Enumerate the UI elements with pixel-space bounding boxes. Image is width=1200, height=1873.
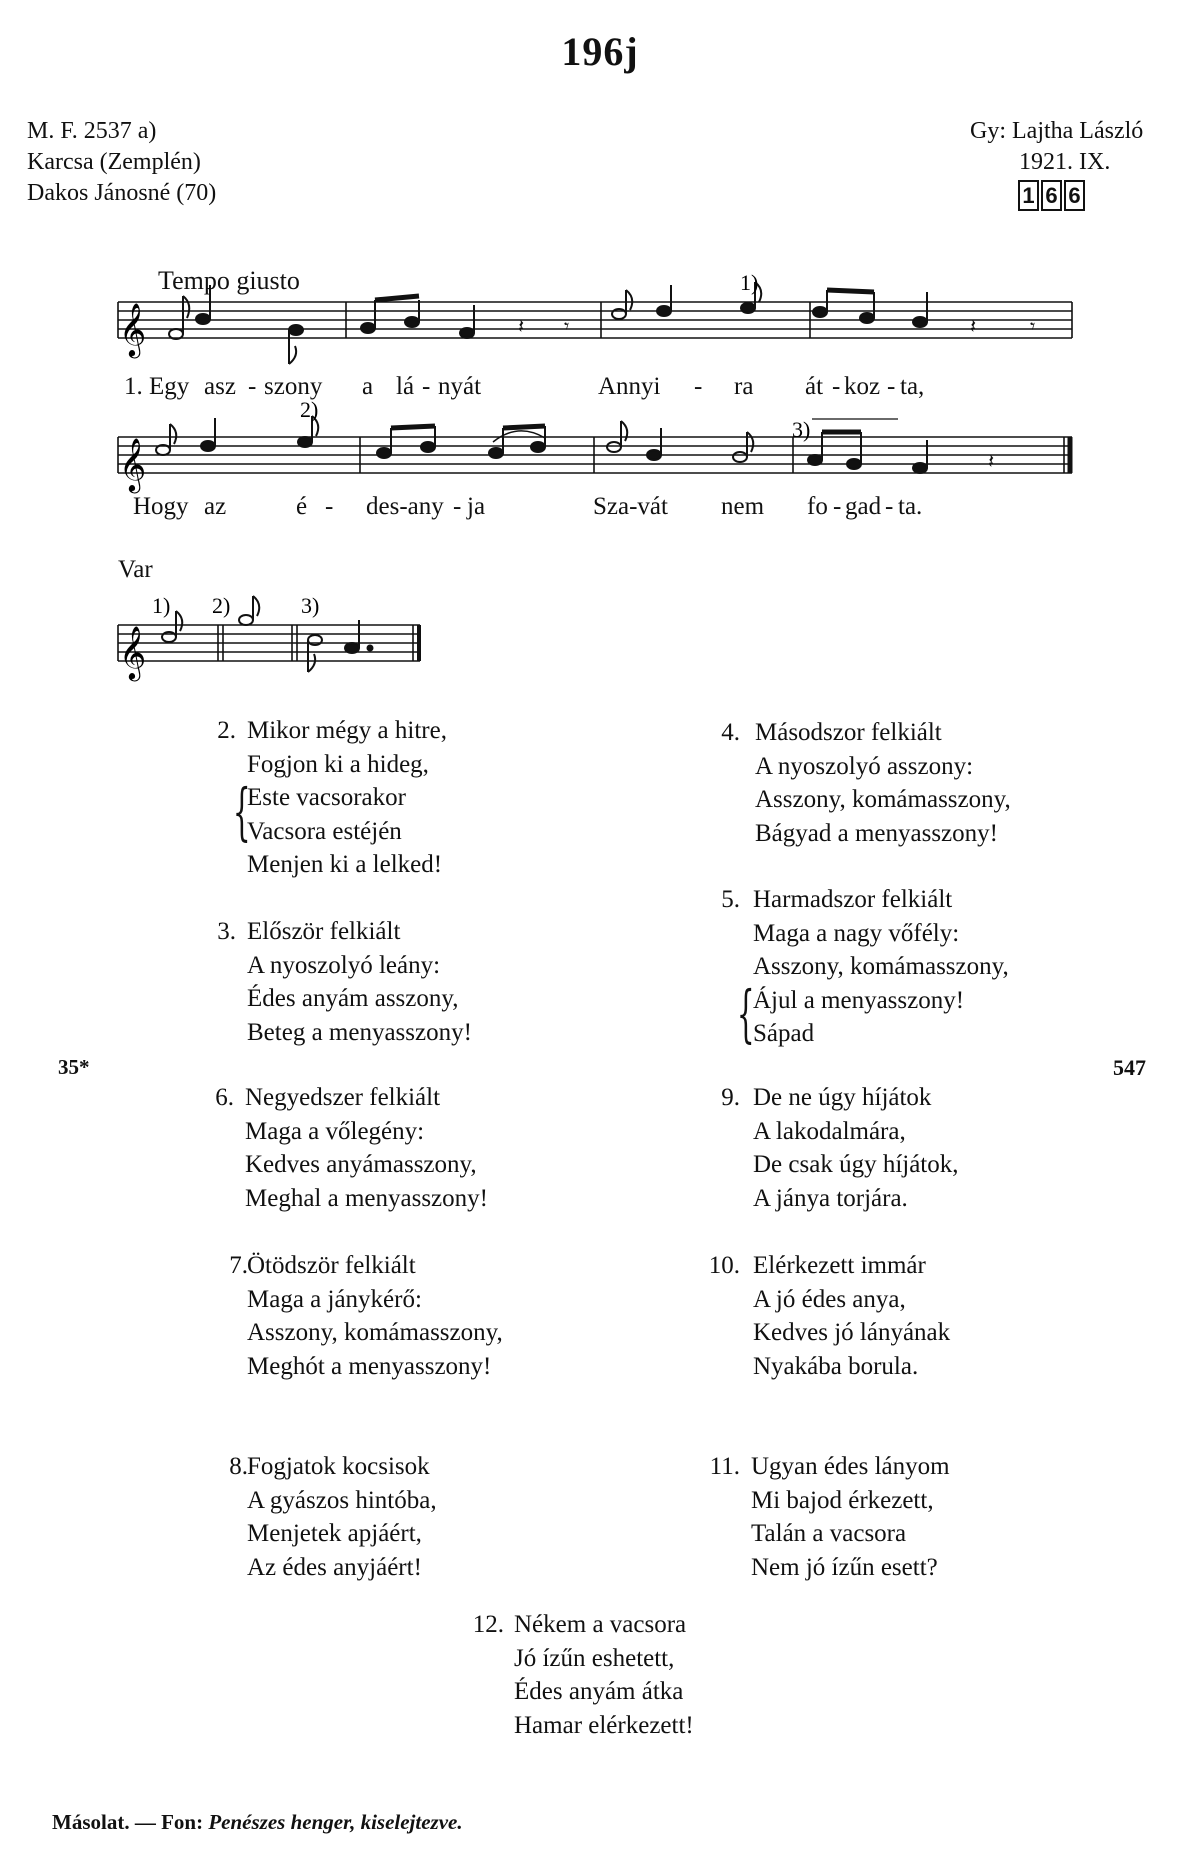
catalogue-box: 6 — [1064, 180, 1085, 211]
stanza-line: Először felkiált — [247, 918, 401, 945]
stanza-line: Maga a vőlegény: — [245, 1117, 425, 1145]
syllable: é — [296, 493, 308, 520]
stanza-line: Meghót a menyasszony! — [247, 1352, 492, 1380]
syllable: - — [887, 373, 896, 400]
stanza-line: Elérkezett immár — [753, 1252, 926, 1279]
stanza-line: Édes anyám átka — [514, 1678, 684, 1705]
syllable: lá — [396, 373, 415, 400]
brace-icon: { — [736, 977, 755, 1050]
page-title: 196j — [561, 29, 639, 74]
syllable: a — [362, 373, 374, 400]
var-mark-1: 1) — [152, 593, 171, 618]
stanza-number: 3. — [217, 918, 236, 945]
stanza-line: Hamar elérkezett! — [514, 1711, 694, 1739]
syllable: - — [453, 493, 462, 520]
stanza-number: 6. — [215, 1084, 234, 1111]
stanza-number: 10. — [708, 1252, 740, 1279]
syllable: - — [833, 493, 842, 520]
syllable: asz — [204, 373, 236, 400]
syllable: szony — [264, 373, 323, 400]
fon-label: Fon: — [161, 1810, 204, 1834]
syllable: át — [805, 373, 824, 400]
staff-line-1 — [118, 302, 1072, 338]
mark-1: 1) — [740, 270, 759, 295]
syllable: - — [885, 493, 894, 520]
stanza-line: Kedves anyámasszony, — [245, 1151, 477, 1178]
syllable: - — [422, 373, 431, 400]
brace-icon: { — [232, 775, 251, 848]
page-number-right: 547 — [1113, 1055, 1146, 1080]
syllable: Sza-vát — [593, 493, 668, 520]
stanza-line: Bágyad a menyasszony! — [755, 819, 998, 847]
music-score — [0, 0, 1200, 720]
syllable: ra — [734, 373, 754, 400]
stanza-line: A nyoszolyó asszony: — [755, 752, 974, 780]
svg-text:𝄽: 𝄽 — [988, 451, 995, 473]
stanza-line: A lakodalmára, — [753, 1117, 906, 1145]
stanza-line: A jánya torjára. — [753, 1184, 908, 1212]
stanza-number: 2. — [217, 717, 236, 744]
syllable: koz — [844, 373, 881, 400]
var-mark-3: 3) — [301, 593, 320, 618]
stanza-number: 5. — [721, 886, 740, 913]
stanza-line: A gyászos hintóba, — [247, 1486, 437, 1514]
footer-note — [52, 1810, 463, 1835]
syllable: ta, — [900, 373, 925, 400]
svg-text:𝄽: 𝄽 — [518, 316, 525, 338]
stanza-number: 4. — [721, 719, 740, 746]
notes-line-1 — [169, 282, 1035, 364]
fon-text: Penészes henger, kiselejtezve. — [208, 1810, 463, 1834]
stanza-line: Másodszor felkiált — [755, 719, 942, 746]
syllable: - — [325, 493, 334, 520]
stanza-line: Talán a vacsora — [751, 1520, 907, 1547]
collection-date: 1921. IX. — [1019, 149, 1111, 175]
stanza-line: Este vacsorakor — [247, 784, 406, 811]
copy-label: Másolat. — [52, 1810, 130, 1834]
svg-text:𝄾: 𝄾 — [564, 316, 570, 338]
stanza-number: 9. — [721, 1084, 740, 1111]
stanza-line: Asszony, komámasszony, — [753, 953, 1009, 980]
treble-clef-icon: 𝄞 — [119, 439, 147, 490]
location: Karcsa (Zemplén) — [27, 149, 201, 175]
stanza-line: Jó ízűn eshetett, — [514, 1644, 675, 1672]
stanza-number: 8. — [229, 1453, 248, 1480]
stanza-line: Vacsora estéjén — [247, 817, 402, 845]
catalogue-box: 1 — [1018, 180, 1039, 211]
stanza-line: Asszony, komámasszony, — [755, 786, 1011, 813]
syllable: gad — [845, 493, 882, 520]
syllable: 1. Egy — [124, 373, 190, 400]
stanza-line: Negyedszer felkiált — [245, 1084, 441, 1111]
stanza-line: Beteg a menyasszony! — [247, 1018, 472, 1046]
stanza-line: De csak úgy híjátok, — [753, 1151, 959, 1178]
svg-text:𝄽: 𝄽 — [970, 316, 977, 338]
archive-number: M. F. 2537 a) — [27, 118, 157, 144]
treble-clef-icon: 𝄞 — [119, 304, 147, 355]
syllable: ta. — [898, 493, 923, 520]
stanza-line: Mi bajod érkezett, — [751, 1486, 934, 1514]
syllable: az — [204, 493, 227, 520]
footer-dash: — — [134, 1810, 156, 1834]
stanza-number: 12. — [472, 1611, 504, 1638]
stanza-line: Asszony, komámasszony, — [247, 1319, 503, 1346]
stanza-line: Nem jó ízűn esett? — [751, 1553, 938, 1581]
mark-3: 3) — [792, 417, 811, 442]
stanza-line: Ötödször felkiált — [247, 1252, 416, 1279]
stanza-line: Mikor mégy a hitre, — [247, 717, 447, 744]
stanza-line: Harmadszor felkiált — [753, 886, 953, 913]
syllable: des-any — [366, 493, 444, 520]
syllable: nyát — [438, 373, 482, 400]
stanza-line: Meghal a menyasszony! — [245, 1184, 488, 1212]
stanza-line: Menjetek apjáért, — [247, 1520, 422, 1547]
syllable: - — [694, 373, 703, 400]
syllable: nem — [721, 493, 765, 520]
stanza-line: Fogjatok kocsisok — [247, 1453, 430, 1480]
syllable: ja — [467, 493, 486, 520]
stanza-line: De ne úgy híjátok — [753, 1084, 932, 1111]
treble-clef-icon: 𝄞 — [119, 627, 147, 678]
stanza-line: A nyoszolyó leány: — [247, 951, 441, 979]
stanza-line: Ugyan édes lányom — [751, 1453, 950, 1480]
syllable: - — [248, 373, 257, 400]
catalogue-box: 6 — [1041, 180, 1062, 211]
stanza-line: Maga a jánykérő: — [247, 1285, 422, 1313]
stanza-line: Menjen ki a lelked! — [247, 851, 443, 878]
staff-variant — [118, 625, 420, 661]
stanza-number: 7. — [229, 1252, 248, 1279]
stanza-line: Fogjon ki a hideg, — [247, 750, 429, 778]
stanza-line: A jó édes anya, — [753, 1285, 906, 1313]
svg-text:𝄾: 𝄾 — [1030, 316, 1036, 338]
stanza-number: 11. — [709, 1453, 740, 1480]
syllable: Hogy — [133, 493, 189, 520]
collector: Gy: Lajtha László — [970, 118, 1144, 144]
stanza-line: Kedves jó lányának — [753, 1319, 951, 1346]
stanza-line: Ájul a menyasszony! — [753, 986, 965, 1014]
stanza-line: Maga a nagy vőfély: — [753, 919, 960, 947]
stanza-line: Nékem a vacsora — [514, 1611, 687, 1638]
performer: Dakos Jánosné (70) — [27, 180, 217, 206]
tempo-marking: Tempo giusto — [158, 266, 300, 295]
page-number-left: 35* — [58, 1055, 90, 1079]
stanza-line: Az édes anyjáért! — [247, 1553, 422, 1581]
syllable: - — [832, 373, 841, 400]
stanza-line: Édes anyám asszony, — [247, 985, 459, 1012]
staff-line-2 — [118, 437, 1072, 473]
variant-label: Var — [118, 556, 153, 583]
mark-2: 2) — [300, 397, 319, 422]
var-mark-2: 2) — [212, 593, 231, 618]
syllable: Annyi — [598, 373, 661, 400]
stanza-line: Nyakába borula. — [753, 1352, 919, 1380]
syllable: fo — [807, 493, 828, 520]
stanza-line: Sápad — [753, 1020, 815, 1047]
